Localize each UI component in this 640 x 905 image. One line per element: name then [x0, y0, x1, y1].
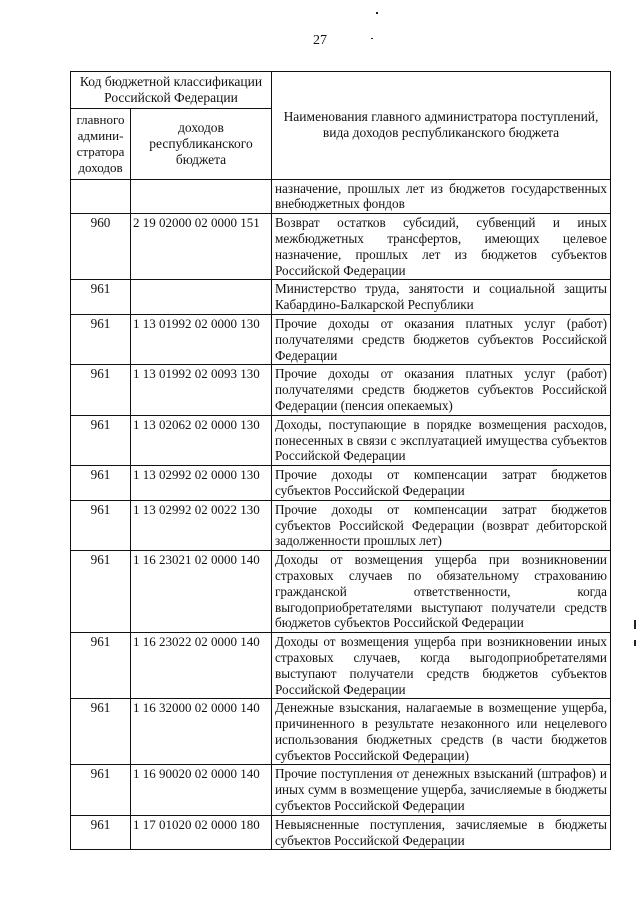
income-name-cell: Доходы от возмещения ущерба при возникновении иных страховых случаев, когда выгодоприобретателями выступают получатели средств бюджетов субъектов Российской Федерации: [272, 633, 611, 699]
income-code-cell: [131, 280, 272, 315]
income-name-cell: Прочие доходы от компенсации затрат бюджетов субъектов Российской Федерации (возврат дебиторской задолженности прошлых лет): [272, 500, 611, 550]
income-code-cell: 1 16 90020 02 0000 140: [131, 765, 272, 815]
admin-code-cell: 961: [71, 633, 131, 699]
income-name-cell: Прочие доходы от оказания платных услуг (работ) получателями средств бюджетов субъектов Российской Федерации (пенсия опекаемых): [272, 365, 611, 415]
page-number: 27: [313, 33, 327, 48]
table-row: [71, 699, 611, 765]
table-row: [71, 179, 611, 214]
admin-code-cell: 961: [71, 765, 131, 815]
scan-speck: [376, 12, 378, 14]
table-row: [71, 466, 611, 501]
income-name-cell: Денежные взыскания, налагаемые в возмещение ущерба, причиненного в результате незаконного или нецелевого использования бюджетных средств (в части бюджетов субъектов Российской Федерации): [272, 699, 611, 765]
income-name-cell: назначение, прошлых лет из бюджетов государственных внебюджетных фондов: [272, 179, 611, 214]
table-row: [71, 633, 611, 699]
table-row: [71, 765, 611, 815]
income-code-cell: 2 19 02000 02 0000 151: [131, 214, 272, 280]
admin-code-cell: 961: [71, 365, 131, 415]
admin-code-cell: 961: [71, 699, 131, 765]
admin-code-cell: 961: [71, 551, 131, 633]
income-code-cell: 1 16 23021 02 0000 140: [131, 551, 272, 633]
admin-code-cell: 961: [71, 415, 131, 465]
income-code-cell: 1 17 01020 02 0000 180: [131, 815, 272, 850]
header-name: Наименования главного администратора поступлений, вида доходов республиканского бюджета: [272, 72, 611, 180]
table-body: [71, 179, 611, 850]
scan-speck: [634, 620, 636, 629]
income-code-cell: 1 13 01992 02 0000 130: [131, 314, 272, 364]
admin-code-cell: [71, 179, 131, 214]
admin-code-cell: 961: [71, 314, 131, 364]
scan-speck: [371, 38, 373, 39]
income-name-cell: Прочие доходы от компенсации затрат бюджетов субъектов Российской Федерации: [272, 466, 611, 501]
header-main-administrator: главного админи-стратора доходов: [71, 108, 131, 179]
table-row: [71, 280, 611, 315]
table-row: [71, 415, 611, 465]
table-row: [71, 314, 611, 364]
income-code-cell: 1 16 32000 02 0000 140: [131, 699, 272, 765]
income-code-cell: 1 16 23022 02 0000 140: [131, 633, 272, 699]
admin-code-cell: 961: [71, 815, 131, 850]
table-row: [71, 365, 611, 415]
admin-code-cell: 961: [71, 500, 131, 550]
scan-speck: [634, 640, 636, 646]
table-row: [71, 551, 611, 633]
income-name-cell: Доходы от возмещения ущерба при возникновении страховых случаев по обязательному страхованию гражданской ответственности, когда выгодоприобретателями выступают получатели средств бюджетов субъектов Российской Федерации: [272, 551, 611, 633]
header-budget-classification-code: Код бюджетной классификации Российской Федерации: [71, 72, 272, 109]
income-code-cell: 1 13 02062 02 0000 130: [131, 415, 272, 465]
income-name-cell: Прочие поступления от денежных взысканий (штрафов) и иных сумм в возмещение ущерба, зачисляемые в бюджеты субъектов Российской Федерации: [272, 765, 611, 815]
income-code-cell: 1 13 02992 02 0022 130: [131, 500, 272, 550]
income-name-cell: Прочие доходы от оказания платных услуг (работ) получателями средств бюджетов субъектов Российской Федерации: [272, 314, 611, 364]
income-name-cell: Доходы, поступающие в порядке возмещения расходов, понесенных в связи с эксплуатацией имущества субъектов Российской Федерации: [272, 415, 611, 465]
header-republican-budget-income: доходов республиканского бюджета: [131, 108, 272, 179]
income-name-cell: Министерство труда, занятости и социальной защиты Кабардино-Балкарской Республики: [272, 280, 611, 315]
income-code-cell: 1 13 01992 02 0093 130: [131, 365, 272, 415]
admin-code-cell: 961: [71, 280, 131, 315]
table-header: [71, 72, 611, 180]
table-row: [71, 500, 611, 550]
income-code-cell: [131, 179, 272, 214]
admin-code-cell: 960: [71, 214, 131, 280]
table-row: [71, 815, 611, 850]
income-name-cell: Невыясненные поступления, зачисляемые в бюджеты субъектов Российской Федерации: [272, 815, 611, 850]
income-name-cell: Возврат остатков субсидий, субвенций и иных межбюджетных трансфертов, имеющих целевое назначение, прошлых лет из бюджетов субъектов Российской Федерации: [272, 214, 611, 280]
admin-code-cell: 961: [71, 466, 131, 501]
table-row: [71, 214, 611, 280]
revenue-classification-table: [70, 71, 611, 850]
income-code-cell: 1 13 02992 02 0000 130: [131, 466, 272, 501]
